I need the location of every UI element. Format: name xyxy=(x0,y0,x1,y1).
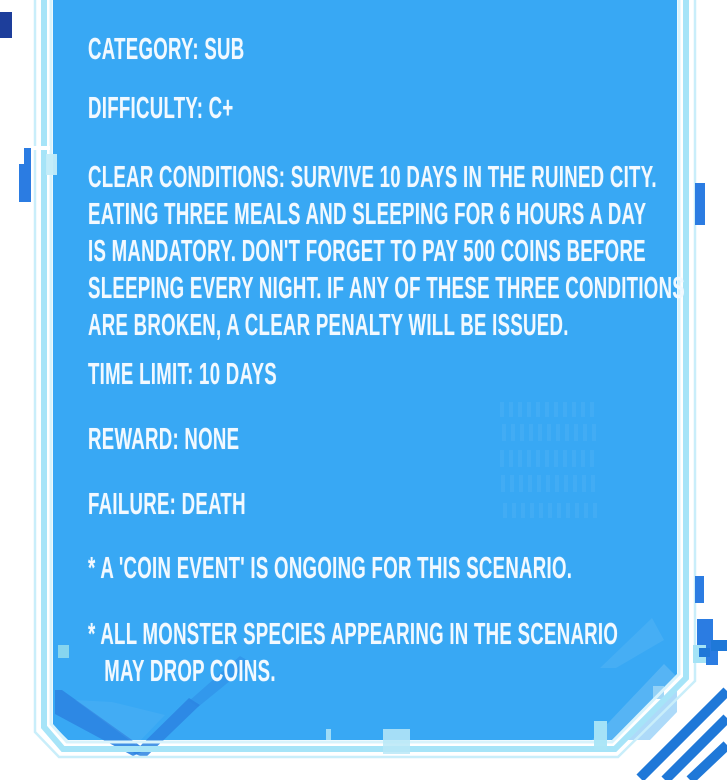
decor-right-edge xyxy=(693,183,727,665)
note-coin-event: * A 'COIN EVENT' IS ONGOING FOR THIS SCENARIO. xyxy=(88,550,573,585)
time-limit-line: TIME LIMIT: 10 DAYS xyxy=(88,356,277,391)
decor-right-tab xyxy=(695,183,705,225)
clear-conditions-line: CLEAR CONDITIONS: SURVIVE 10 DAYS IN THE RUINED CITY. xyxy=(88,159,657,194)
clear-conditions-line: ARE BROKEN, A CLEAR PENALTY WILL BE ISSUED. xyxy=(88,307,569,342)
difficulty-line: DIFFICULTY: C+ xyxy=(88,90,234,125)
note-monster-drop-line: * ALL MONSTER SPECIES APPEARING IN THE SCENARIO xyxy=(88,616,619,651)
clear-conditions-line: SLEEPING EVERY NIGHT. IF ANY OF THESE THREE CONDITIONS xyxy=(88,270,686,305)
reward-line: REWARD: NONE xyxy=(88,421,240,456)
note-monster-drop-line: MAY DROP COINS. xyxy=(104,653,276,688)
category-line: CATEGORY: SUB xyxy=(88,31,245,66)
decor-right-cluster xyxy=(693,576,727,665)
decor-topleft-square xyxy=(0,12,12,38)
panel-body xyxy=(53,0,677,740)
clear-conditions-line: EATING THREE MEALS AND SLEEPING FOR 6 HOURS A DAY xyxy=(88,196,647,231)
clear-conditions-line: IS MANDATORY. DON'T FORGET TO PAY 500 COINS BEFORE xyxy=(88,233,646,268)
failure-line: FAILURE: DEATH xyxy=(88,486,246,521)
